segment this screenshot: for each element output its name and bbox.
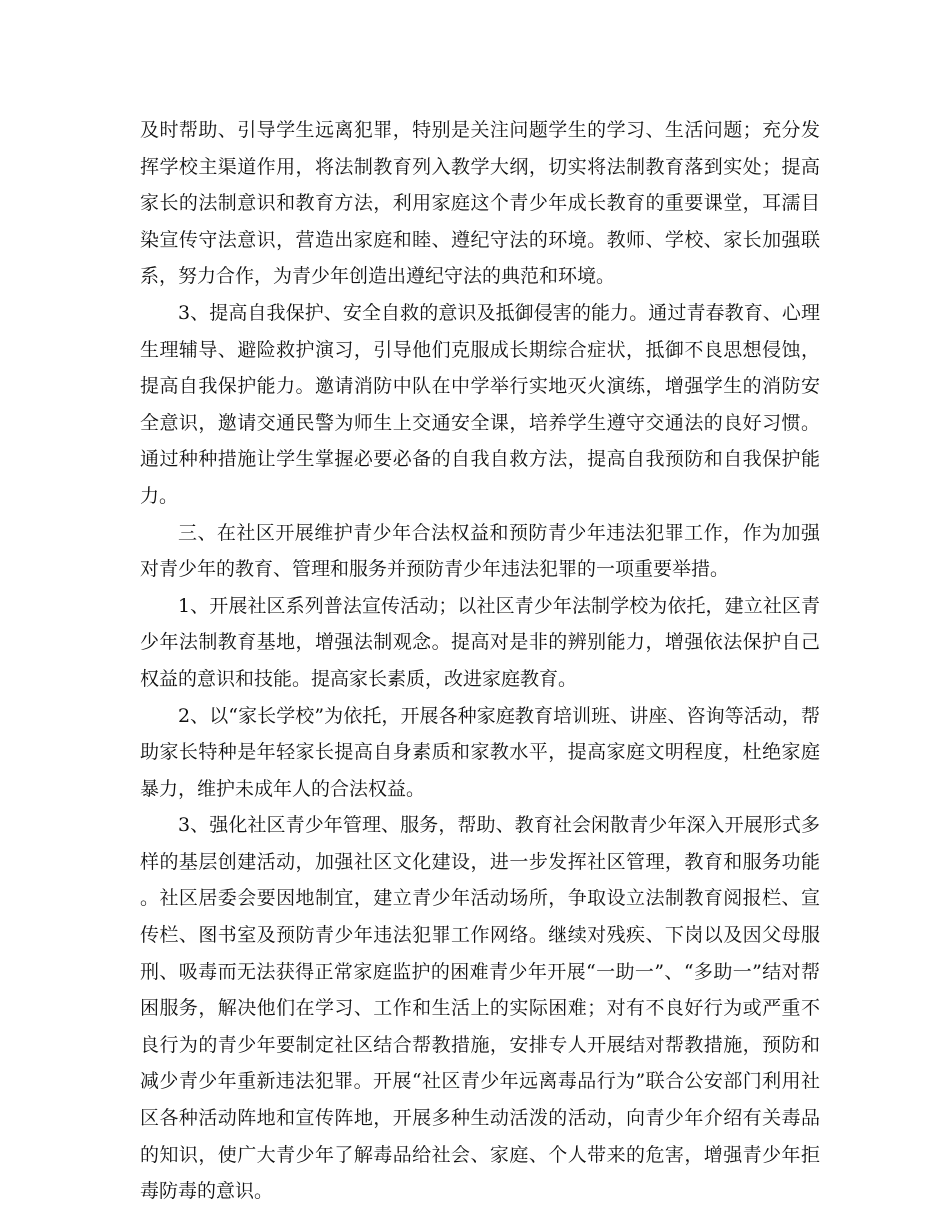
paragraph-item-two: 2、以“家长学校”为依托，开展各种家庭教育培训班、讲座、咨询等活动，帮助家长特种是年轻家长提高自身素质和家教水平，提高家庭文明程度，杜绝家庭暴力，维护未成年人的合法权益。 bbox=[140, 704, 820, 800]
paragraph-continuation: 及时帮助、引导学生远离犯罪，特别是关注问题学生的学习、生活问题；充分发挥学校主渠道作用，将法制教育列入教学大纲，切实将法制教育落到实处；提高家长的法制意识和教育方法，利用家庭这个青少年成长教育的重要课堂，耳濡目染宣传守法意识，营造出家庭和睦、遵纪守法的环境。教师、学校、家长加强联系，努力合作，为青少年创造出遵纪守法的典范和环境。 bbox=[140, 119, 820, 288]
paragraph-self-protection: 3、提高自我保护、安全自救的意识及抵御侵害的能力。通过青春教育、心理生理辅导、避险救护演习，引导他们克服成长期综合症状，抵御不良思想侵蚀，提高自我保护能力。邀请消防中队在中学举行实地灭火演练，增强学生的消防安全意识，邀请交通民警为师生上交通安全课，培养学生遵守交通法的良好习惯。通过种种措施让学生掌握必要必备的自我自救方法，提高自我预防和自我保护能力。 bbox=[140, 301, 820, 507]
paragraph-section-three: 三、在社区开展维护青少年合法权益和预防青少年违法犯罪工作，作为加强对青少年的教育、管理和服务并预防青少年违法犯罪的一项重要举措。 bbox=[140, 521, 820, 581]
paragraph-item-three: 3、强化社区青少年管理、服务，帮助、教育社会闲散青少年深入开展形式多样的基层创建活动，加强社区文化建设，进一步发挥社区管理，教育和服务功能。社区居委会要因地制宜，建立青少年活动场所，争取设立法制教育阅报栏、宣传栏、图书室及预防青少年违法犯罪工作网络。继续对残疾、下岗以及因父母服刑、吸毒而无法获得正常家庭监护的困难青少年开展“一助一”、“多助一”结对帮困服务，解决他们在学习、工作和生活上的实际困难；对有不良好行为或严重不良行为的青少年要制定社区结合帮教措施，安排专人开展结对帮教措施，预防和减少青少年重新违法犯罪。开展“社区青少年远离毒品行为”联合公安部门利用社区各种活动阵地和宣传阵地，开展多种生动活泼的活动，向青少年介绍有关毒品的知识，使广大青少年了解毒品给社会、家庭、个人带来的危害，增强青少年拒毒防毒的意识。 bbox=[140, 814, 820, 1203]
document-body bbox=[140, 112, 820, 1210]
paragraph-item-one: 1、开展社区系列普法宣传活动；以社区青少年法制学校为依托，建立社区青少年法制教育基地，增强法制观念。提高对是非的辨别能力，增强依法保护自己权益的意识和技能。提高家长素质，改进家庭教育。 bbox=[140, 594, 820, 690]
